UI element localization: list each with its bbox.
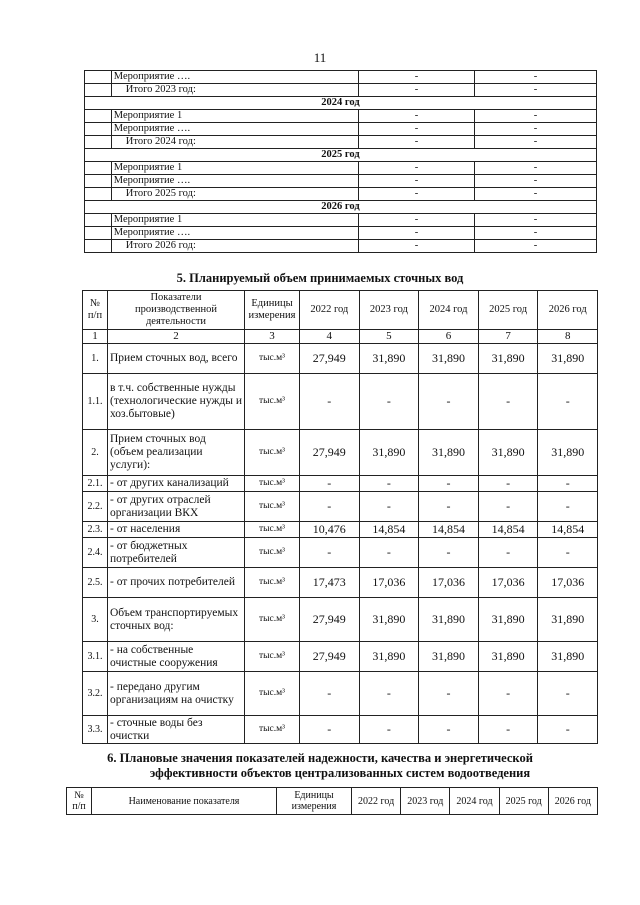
indicator-name: Прием сточных вод, всего (108, 344, 245, 374)
value-cell: 10,476 (300, 522, 360, 538)
table-row (85, 162, 597, 175)
wastewater-volume-table (82, 290, 598, 744)
value-cell: - (475, 84, 597, 97)
row-number: 1. (83, 344, 108, 374)
value-cell: - (419, 672, 479, 716)
value-cell: 14,854 (419, 522, 479, 538)
value-cell: 27,949 (300, 344, 360, 374)
value-cell: - (359, 538, 419, 568)
value-cell: - (359, 227, 475, 240)
value-cell: - (359, 716, 419, 744)
row-number: 2.3. (83, 522, 108, 538)
value-cell: - (475, 240, 597, 253)
table-row (85, 214, 597, 227)
header-cell: 2022 год (300, 291, 360, 330)
value-cell: - (478, 374, 538, 430)
total-label: Итого 2023 год: (111, 84, 358, 97)
indicator-name: - от прочих потребителей (108, 568, 245, 598)
value-cell: - (419, 492, 479, 522)
blank-cell (85, 123, 112, 136)
value-cell: 31,890 (419, 344, 479, 374)
value-cell: - (300, 672, 360, 716)
row-number: 2.5. (83, 568, 108, 598)
row-number: 2. (83, 430, 108, 476)
blank-cell (85, 110, 112, 123)
value-cell: - (478, 492, 538, 522)
value-cell: - (359, 476, 419, 492)
header-cell: № п/п (83, 291, 108, 330)
header-cell: 2025 год (478, 291, 538, 330)
header-cell: 2025 год (499, 788, 548, 815)
value-cell: 17,036 (538, 568, 598, 598)
header-cell: 2023 год (359, 291, 419, 330)
value-cell: - (478, 476, 538, 492)
row-number: 3.3. (83, 716, 108, 744)
table-row (85, 175, 597, 188)
value-cell: - (419, 716, 479, 744)
column-number: 6 (419, 330, 479, 344)
value-cell: 31,890 (538, 430, 598, 476)
measure-label: Мероприятие …. (111, 123, 358, 136)
section6-title-line2: эффективности объектов централизованных систем водоотведения (149, 766, 531, 780)
table-row (85, 188, 597, 201)
value-cell: - (300, 374, 360, 430)
table-row (83, 344, 598, 374)
blank-cell (85, 136, 112, 149)
table-row (83, 642, 598, 672)
year-row (85, 97, 597, 110)
unit-cell: тыс.м³ (245, 642, 300, 672)
table-row (83, 430, 598, 476)
blank-cell (85, 240, 112, 253)
value-cell: 31,890 (419, 430, 479, 476)
column-number: 2 (108, 330, 245, 344)
table-row (83, 492, 598, 522)
year-row (85, 201, 597, 214)
year-row (85, 149, 597, 162)
blank-cell (85, 188, 112, 201)
value-cell: - (538, 716, 598, 744)
table-row (85, 227, 597, 240)
unit-cell: тыс.м³ (245, 568, 300, 598)
indicator-name: - передано другим организациям на очистку (108, 672, 245, 716)
unit-cell: тыс.м³ (245, 522, 300, 538)
indicator-name: Объем транспортируемых сточных вод: (108, 598, 245, 642)
year-label: 2024 год (85, 97, 597, 110)
total-label: Итого 2026 год: (111, 240, 358, 253)
value-cell: 31,890 (478, 642, 538, 672)
measures-table (84, 70, 597, 253)
column-number: 3 (245, 330, 300, 344)
table-row (83, 568, 598, 598)
year-label: 2025 год (85, 149, 597, 162)
value-cell: 31,890 (538, 642, 598, 672)
value-cell: - (300, 492, 360, 522)
column-number: 1 (83, 330, 108, 344)
value-cell: - (300, 538, 360, 568)
value-cell: 27,949 (300, 642, 360, 672)
row-number: 3. (83, 598, 108, 642)
header-cell: Показатели производственной деятельности (108, 291, 245, 330)
row-number: 2.4. (83, 538, 108, 568)
value-cell: - (300, 476, 360, 492)
header-cell: 2026 год (538, 291, 598, 330)
value-cell: - (475, 214, 597, 227)
page-number: 11 (313, 50, 327, 65)
value-cell: - (359, 162, 475, 175)
unit-cell: тыс.м³ (245, 344, 300, 374)
value-cell: - (538, 492, 598, 522)
value-cell: - (538, 374, 598, 430)
value-cell: 31,890 (478, 430, 538, 476)
table-row (83, 522, 598, 538)
indicator-name: - сточные воды без очистки (108, 716, 245, 744)
table-row (83, 374, 598, 430)
header-cell: Наименование показателя (92, 788, 277, 815)
total-label: Итого 2024 год: (111, 136, 358, 149)
table-row (83, 538, 598, 568)
header-cell: 2022 год (352, 788, 401, 815)
value-cell: 17,473 (300, 568, 360, 598)
value-cell: - (359, 123, 475, 136)
value-cell: - (359, 71, 475, 84)
value-cell: - (359, 136, 475, 149)
value-cell: - (419, 374, 479, 430)
row-number: 3.1. (83, 642, 108, 672)
value-cell: - (359, 110, 475, 123)
header-cell: № п/п (67, 788, 92, 815)
value-cell: - (475, 188, 597, 201)
value-cell: - (475, 123, 597, 136)
blank-cell (85, 162, 112, 175)
value-cell: - (359, 188, 475, 201)
header-cell: Единицы измерения (245, 291, 300, 330)
row-number: 3.2. (83, 672, 108, 716)
measure-label: Мероприятие 1 (111, 214, 358, 227)
indicator-name: - от других отраслей организации ВКХ (108, 492, 245, 522)
indicator-name: в т.ч. собственные нужды (технологические нужды и хоз.бытовые) (108, 374, 245, 430)
table-row (83, 716, 598, 744)
value-cell: 31,890 (359, 642, 419, 672)
year-label: 2026 год (85, 201, 597, 214)
value-cell: 31,890 (359, 598, 419, 642)
value-cell: 31,890 (538, 344, 598, 374)
value-cell: 31,890 (359, 430, 419, 476)
table-header-row (67, 788, 598, 815)
value-cell: - (475, 136, 597, 149)
value-cell: 17,036 (419, 568, 479, 598)
table-row (85, 71, 597, 84)
unit-cell: тыс.м³ (245, 598, 300, 642)
header-cell: 2024 год (419, 291, 479, 330)
section6-title-line1: 6. Плановые значения показателей надежности, качества и энергетической (107, 751, 533, 765)
value-cell: 17,036 (359, 568, 419, 598)
measure-label: Мероприятие 1 (111, 110, 358, 123)
table-row (85, 110, 597, 123)
indicator-name: - от бюджетных потребителей (108, 538, 245, 568)
value-cell: 31,890 (538, 598, 598, 642)
table-row (85, 123, 597, 136)
value-cell: - (538, 538, 598, 568)
value-cell: - (478, 716, 538, 744)
indicator-name: Прием сточных вод (объем реализации услуги): (108, 430, 245, 476)
measure-label: Мероприятие 1 (111, 162, 358, 175)
measure-label: Мероприятие …. (111, 227, 358, 240)
column-number-row (83, 330, 598, 344)
table-row (83, 598, 598, 642)
unit-cell: тыс.м³ (245, 672, 300, 716)
column-number: 8 (538, 330, 598, 344)
measure-label: Мероприятие …. (111, 71, 358, 84)
row-number: 1.1. (83, 374, 108, 430)
value-cell: 31,890 (359, 344, 419, 374)
measure-label: Мероприятие …. (111, 175, 358, 188)
unit-cell: тыс.м³ (245, 716, 300, 744)
unit-cell: тыс.м³ (245, 430, 300, 476)
indicator-name: - от других канализаций (108, 476, 245, 492)
value-cell: - (359, 175, 475, 188)
column-number: 5 (359, 330, 419, 344)
header-cell: Единицы измерения (277, 788, 352, 815)
value-cell: 14,854 (538, 522, 598, 538)
value-cell: - (475, 175, 597, 188)
value-cell: - (419, 476, 479, 492)
column-number: 4 (300, 330, 360, 344)
table-row (83, 476, 598, 492)
unit-cell: тыс.м³ (245, 538, 300, 568)
value-cell: - (538, 672, 598, 716)
header-cell: 2023 год (401, 788, 450, 815)
blank-cell (85, 227, 112, 240)
value-cell: - (419, 538, 479, 568)
value-cell: 27,949 (300, 598, 360, 642)
value-cell: - (359, 214, 475, 227)
value-cell: 14,854 (478, 522, 538, 538)
value-cell: - (359, 240, 475, 253)
header-cell: 2026 год (548, 788, 597, 815)
section5-title: 5. Планируемый объем принимаемых сточных вод (176, 271, 464, 285)
value-cell: - (475, 110, 597, 123)
row-number: 2.1. (83, 476, 108, 492)
unit-cell: тыс.м³ (245, 374, 300, 430)
value-cell: - (478, 538, 538, 568)
indicator-name: - на собственные очистные сооружения (108, 642, 245, 672)
total-label: Итого 2025 год: (111, 188, 358, 201)
value-cell: - (359, 84, 475, 97)
value-cell: - (478, 672, 538, 716)
table-row (83, 672, 598, 716)
value-cell: - (475, 71, 597, 84)
value-cell: - (359, 492, 419, 522)
table-row (85, 84, 597, 97)
value-cell: - (300, 716, 360, 744)
value-cell: 31,890 (478, 344, 538, 374)
value-cell: 27,949 (300, 430, 360, 476)
row-number: 2.2. (83, 492, 108, 522)
value-cell: - (475, 162, 597, 175)
value-cell: - (538, 476, 598, 492)
value-cell: 14,854 (359, 522, 419, 538)
value-cell: - (359, 672, 419, 716)
value-cell: 17,036 (478, 568, 538, 598)
blank-cell (85, 214, 112, 227)
reliability-indicators-table (66, 787, 598, 815)
value-cell: - (475, 227, 597, 240)
unit-cell: тыс.м³ (245, 476, 300, 492)
table-header-row (83, 291, 598, 330)
header-cell: 2024 год (450, 788, 499, 815)
value-cell: 31,890 (478, 598, 538, 642)
indicator-name: - от населения (108, 522, 245, 538)
table-row (85, 136, 597, 149)
value-cell: - (359, 374, 419, 430)
value-cell: 31,890 (419, 598, 479, 642)
table-row (85, 240, 597, 253)
blank-cell (85, 71, 112, 84)
blank-cell (85, 175, 112, 188)
column-number: 7 (478, 330, 538, 344)
blank-cell (85, 84, 112, 97)
value-cell: 31,890 (419, 642, 479, 672)
unit-cell: тыс.м³ (245, 492, 300, 522)
